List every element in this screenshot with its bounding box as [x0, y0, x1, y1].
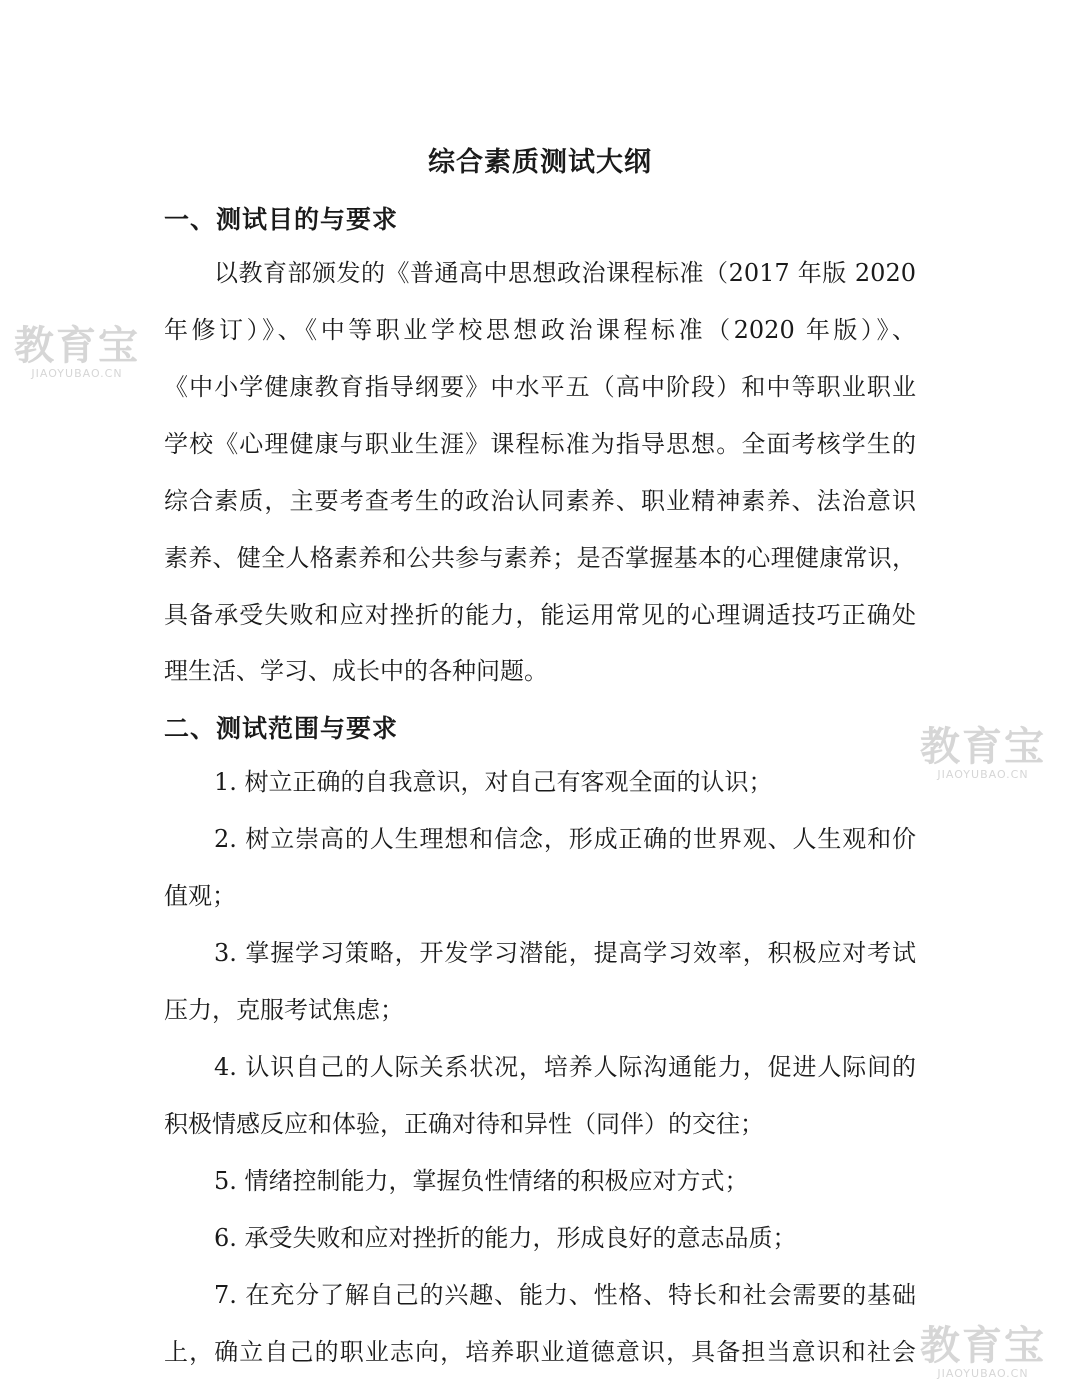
list-item-continuation: 积极情感反应和体验，正确对待和异性（同伴）的交往； — [164, 1110, 764, 1138]
paragraph-line: 具备承受失败和应对挫折的能力，能运用常见的心理调适技巧正确处 — [164, 601, 916, 629]
paragraph-line: 年修订）》、《中等职业学校思想政治课程标准（2020 年版）》、 — [164, 316, 916, 344]
section-heading-2: 二、测试范围与要求 — [164, 714, 399, 743]
list-item-continuation: 压力，克服考试焦虑； — [164, 996, 404, 1024]
watermark-text: 教育宝 — [14, 323, 140, 369]
paragraph-line: 《中小学健康教育指导纲要》中水平五（高中阶段）和中等职业职业 — [164, 373, 916, 401]
list-item: 7. 在充分了解自己的兴趣、能力、性格、特长和社会需要的基础 — [214, 1281, 916, 1309]
list-item: 1. 树立正确的自我意识，对自己有客观全面的认识； — [214, 768, 773, 796]
paragraph-line: 以教育部颁发的《普通高中思想政治课程标准（2017 年版 2020 — [214, 259, 916, 287]
list-item: 2. 树立崇高的人生理想和信念，形成正确的世界观、人生观和价 — [214, 825, 916, 853]
watermark-logo — [920, 724, 1046, 781]
paragraph-line: 学校《心理健康与职业生涯》课程标准为指导思想。全面考核学生的 — [164, 430, 916, 458]
paragraph-line: 理生活、学习、成长中的各种问题。 — [164, 657, 548, 685]
list-item-continuation: 上，确立自己的职业志向，培养职业道德意识，具备担当意识和社会 — [164, 1338, 916, 1366]
watermark-url: JIAOYUBAO.CN — [937, 768, 1029, 781]
watermark-text: 教育宝 — [920, 1323, 1046, 1369]
section-heading-1: 一、测试目的与要求 — [164, 205, 399, 234]
watermark-text: 教育宝 — [920, 724, 1046, 770]
list-item: 4. 认识自己的人际关系状况，培养人际沟通能力，促进人际间的 — [214, 1053, 916, 1081]
watermark-url: JIAOYUBAO.CN — [937, 1367, 1029, 1380]
watermark-logo — [920, 1323, 1046, 1380]
watermark-logo — [14, 323, 140, 380]
list-item: 6. 承受失败和应对挫折的能力，形成良好的意志品质； — [214, 1224, 797, 1252]
paragraph-line: 综合素质，主要考查考生的政治认同素养、职业精神素养、法治意识 — [164, 487, 916, 515]
document-title: 综合素质测试大纲 — [428, 147, 652, 178]
paragraph-line: 素养、健全人格素养和公共参与素养；是否掌握基本的心理健康常识， — [164, 544, 916, 572]
list-item-continuation: 值观； — [164, 882, 236, 910]
list-item: 3. 掌握学习策略，开发学习潜能，提高学习效率，积极应对考试 — [214, 939, 916, 967]
watermark-url: JIAOYUBAO.CN — [31, 367, 123, 380]
list-item: 5. 情绪控制能力，掌握负性情绪的积极应对方式； — [214, 1167, 749, 1195]
